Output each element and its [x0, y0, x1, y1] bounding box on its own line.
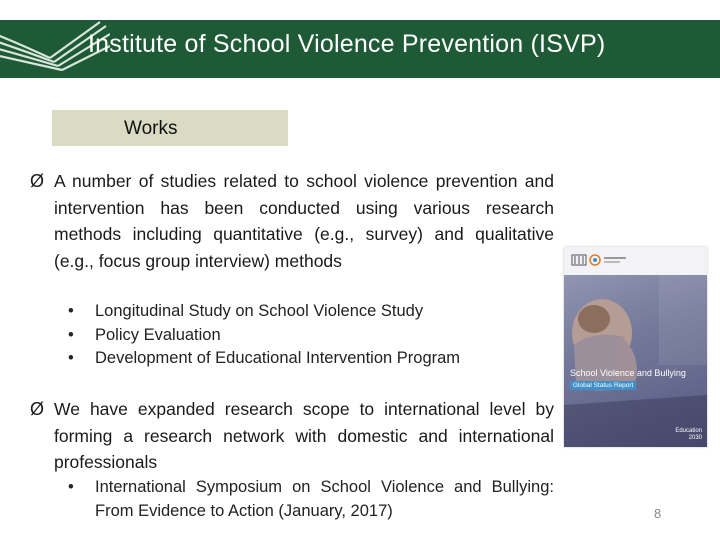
- slide-title: Institute of School Violence Prevention (ISVP): [88, 30, 606, 58]
- cover-brand-line-1: Education: [675, 428, 702, 434]
- child-silhouette-icon: [564, 275, 707, 447]
- cover-title: School Violence and Bullying: [570, 368, 686, 378]
- cover-photo: [564, 275, 707, 447]
- cover-brand: [675, 428, 702, 442]
- bullet-dot-icon: •: [68, 302, 74, 320]
- point-2-text: We have expanded research scope to international level by forming a research network with domestic and international professionals: [54, 399, 554, 472]
- unesco-logo-icon: [564, 247, 707, 275]
- bullet-dot-icon: •: [68, 478, 74, 496]
- bullet-dot-icon: •: [68, 325, 74, 344]
- point-1: [30, 168, 554, 274]
- point-2-bullets: [62, 476, 554, 523]
- section-label: Works: [124, 118, 178, 139]
- list-item: [62, 300, 554, 324]
- cover-brand-line-2: 2030: [688, 435, 702, 441]
- list-item: [62, 476, 554, 523]
- report-cover-image: [564, 247, 707, 447]
- list-item-text: International Symposium on School Violence and Bullying: From Evidence to Action (January, 2017): [95, 478, 554, 520]
- point-1-text: A number of studies related to school violence prevention and intervention has been conducted using various research methods including quantitative (e.g., survey) and qualitative (e.g., focus group interview) methods: [54, 171, 554, 271]
- list-item: [62, 324, 554, 348]
- point-1-bullets: [62, 300, 554, 371]
- list-item: [62, 347, 554, 371]
- arrow-bullet-icon: Ø: [30, 399, 45, 419]
- title-bar: [0, 20, 720, 78]
- list-item-text: Longitudinal Study on School Violence Study: [95, 302, 424, 320]
- point-2: [30, 396, 554, 476]
- arrow-bullet-icon: Ø: [30, 171, 45, 191]
- bullet-dot-icon: •: [68, 349, 74, 367]
- cover-header: [564, 247, 707, 275]
- list-item-text: Policy Evaluation: [95, 325, 221, 344]
- list-item-text: Development of Educational Intervention Program: [95, 349, 461, 367]
- cover-subtitle: Global Status Report: [570, 381, 636, 390]
- page-number: 8: [654, 506, 662, 521]
